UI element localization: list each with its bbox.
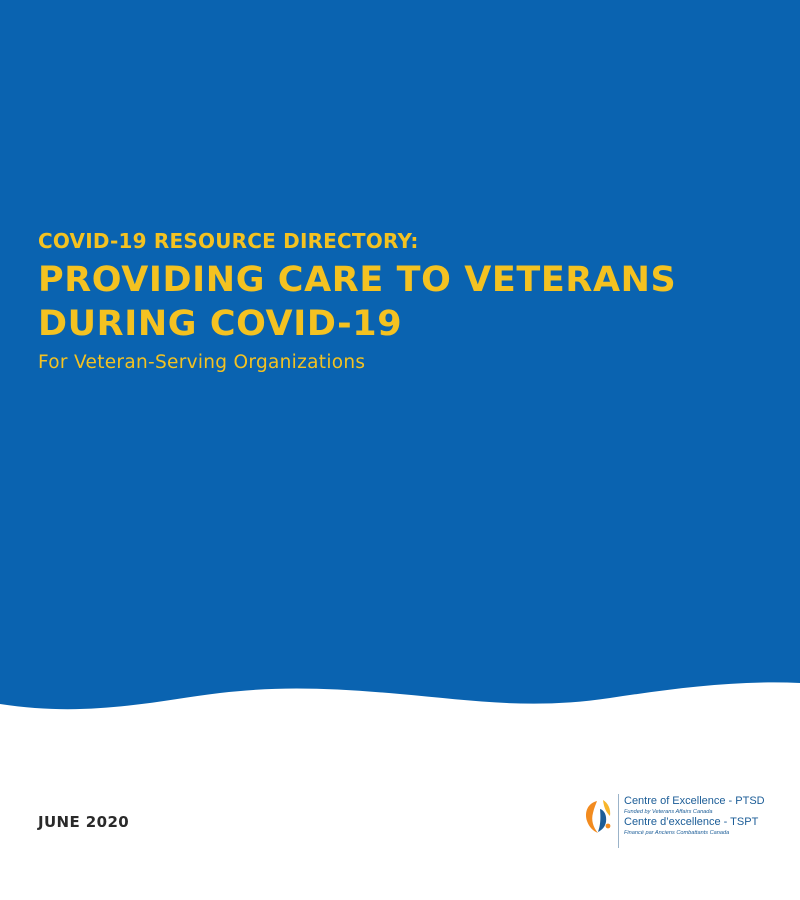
directory-kicker: COVID-19 RESOURCE DIRECTORY: <box>38 229 419 253</box>
publication-date: JUNE 2020 <box>38 813 130 831</box>
logo-french-name: Centre d’excellence - TSPT <box>624 816 759 828</box>
audience-subtitle: For Veteran-Serving Organizations <box>38 352 366 373</box>
centre-of-excellence-logo <box>583 788 785 854</box>
title-block <box>38 228 778 376</box>
logo-english-name: Centre of Excellence - PTSD <box>624 795 765 807</box>
logo-french-funder: Financé par Anciens Combattants Canada <box>624 830 730 836</box>
logo-english-funder: Funded by Veterans Affairs Canada <box>624 809 713 815</box>
logo-text <box>624 788 765 837</box>
logo-divider <box>618 794 619 848</box>
headline-line-2: DURING COVID-19 <box>38 304 403 344</box>
centre-of-excellence-logo-icon <box>583 796 615 836</box>
main-headline <box>38 258 778 346</box>
headline-line-1: PROVIDING CARE TO VETERANS <box>38 260 677 300</box>
